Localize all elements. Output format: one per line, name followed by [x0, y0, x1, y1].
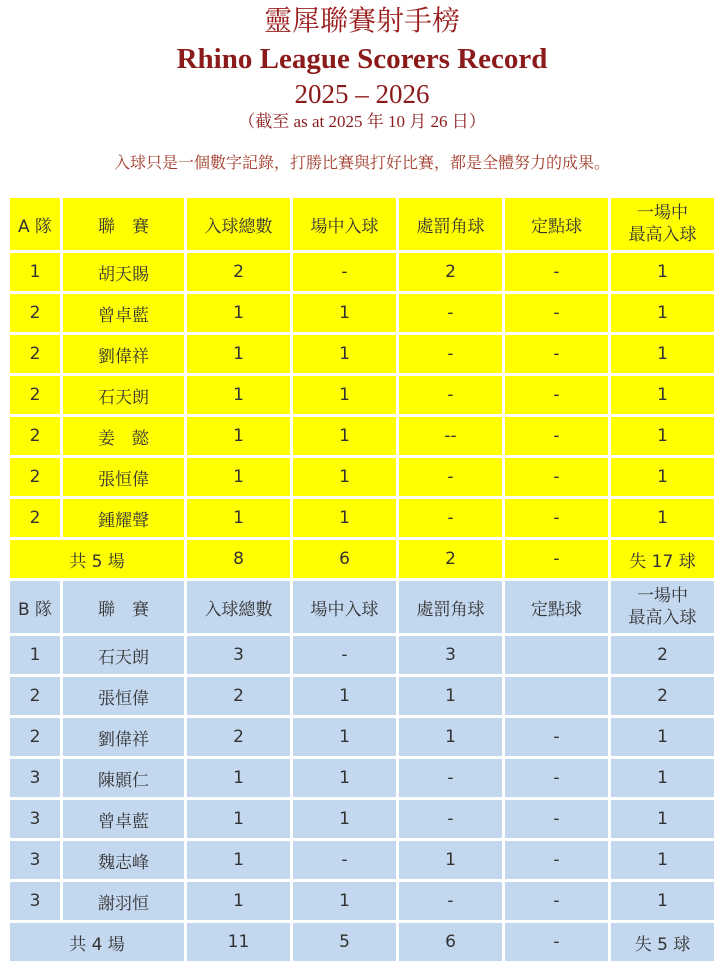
penalty-stroke-cell: - [505, 718, 608, 756]
total-goals-cell: 1 [187, 458, 290, 496]
player-name-cell: 曾卓藍 [63, 294, 184, 332]
player-name-cell: 曾卓藍 [63, 800, 184, 838]
max-goals-cell: 2 [611, 677, 714, 715]
player-name-cell: 張恒偉 [63, 458, 184, 496]
open-play-cell: 1 [293, 800, 396, 838]
season-label: 2025 – 2026 [294, 79, 430, 109]
team-b-label: B 隊 [10, 581, 60, 633]
penalty-stroke-cell [505, 677, 608, 715]
player-name-cell: 劉偉祥 [63, 335, 184, 373]
open-play-cell: 1 [293, 499, 396, 537]
penalty-stroke-cell: - [505, 841, 608, 879]
max-goals-cell: 1 [611, 882, 714, 920]
rank-cell: 2 [10, 376, 60, 414]
penalty-stroke-cell: - [505, 882, 608, 920]
penalty-corner-cell: -- [399, 417, 502, 455]
player-name-cell: 胡天賜 [63, 253, 184, 291]
penalty-stroke-cell: - [505, 294, 608, 332]
rank-cell: 2 [10, 499, 60, 537]
total-goals-header: 入球總數 [187, 581, 290, 633]
total-goals-cell: 2 [187, 718, 290, 756]
penalty-corner-cell: - [399, 800, 502, 838]
penalty-stroke-sum-cell: - [505, 923, 608, 961]
penalty-corner-cell: - [399, 458, 502, 496]
motto-text: 入球只是一個數字記錄，打勝比賽與打好比賽，都是全體努力的成果。 [113, 153, 610, 172]
penalty-stroke-cell: - [505, 458, 608, 496]
total-goals-cell: 1 [187, 376, 290, 414]
table-row [10, 294, 714, 332]
open-play-cell: - [293, 253, 396, 291]
max-goals-cell: 1 [611, 718, 714, 756]
open-play-cell: 1 [293, 376, 396, 414]
matches-played-cell: 共 5 場 [10, 540, 184, 578]
penalty-stroke-header: 定點球 [505, 581, 608, 633]
max-goals-header [611, 581, 714, 633]
penalty-corner-cell: 1 [399, 718, 502, 756]
penalty-stroke-cell: - [505, 800, 608, 838]
penalty-stroke-cell: - [505, 499, 608, 537]
penalty-corner-cell: 1 [399, 677, 502, 715]
table-row [10, 376, 714, 414]
table-row [10, 800, 714, 838]
penalty-stroke-cell: - [505, 759, 608, 797]
open-play-header: 場中入球 [293, 198, 396, 250]
rank-cell: 3 [10, 759, 60, 797]
league-header: 聯 賽 [63, 581, 184, 633]
max-goals-cell: 1 [611, 253, 714, 291]
league-header: 聯 賽 [63, 198, 184, 250]
penalty-corner-cell: - [399, 335, 502, 373]
team-b-header-row [10, 581, 714, 633]
player-name-cell: 謝羽恒 [63, 882, 184, 920]
total-goals-header: 入球總數 [187, 198, 290, 250]
max-goals-header-line1: 一場中 [637, 586, 688, 606]
team-b-total-row [10, 923, 714, 961]
rank-cell: 3 [10, 882, 60, 920]
team-a-header-row [10, 198, 714, 250]
max-goals-cell: 1 [611, 499, 714, 537]
penalty-stroke-cell: - [505, 253, 608, 291]
player-name-cell: 魏志峰 [63, 841, 184, 879]
penalty-corner-cell: 3 [399, 636, 502, 674]
rank-cell: 1 [10, 636, 60, 674]
player-name-cell: 劉偉祥 [63, 718, 184, 756]
team-b-section [10, 581, 714, 961]
open-play-header: 場中入球 [293, 581, 396, 633]
rank-cell: 2 [10, 458, 60, 496]
total-goals-cell: 2 [187, 253, 290, 291]
total-goals-cell: 1 [187, 294, 290, 332]
total-goals-cell: 1 [187, 841, 290, 879]
penalty-corner-header: 處罰角球 [399, 198, 502, 250]
penalty-corner-header: 處罰角球 [399, 581, 502, 633]
table-row [10, 759, 714, 797]
open-play-cell: 1 [293, 335, 396, 373]
open-play-cell: 1 [293, 882, 396, 920]
total-goals-cell: 1 [187, 800, 290, 838]
team-a-total-row [10, 540, 714, 578]
penalty-stroke-header: 定點球 [505, 198, 608, 250]
open-play-cell: 1 [293, 417, 396, 455]
rank-cell: 2 [10, 718, 60, 756]
player-name-cell: 石天朗 [63, 376, 184, 414]
total-goals-cell: 2 [187, 677, 290, 715]
penalty-stroke-cell: - [505, 417, 608, 455]
title-english: Rhino League Scorers Record [176, 43, 548, 75]
penalty-corner-cell: - [399, 759, 502, 797]
table-row [10, 335, 714, 373]
max-goals-header-line2: 最高入球 [628, 608, 697, 628]
rank-cell: 2 [10, 335, 60, 373]
player-name-cell: 鍾耀聲 [63, 499, 184, 537]
rank-cell: 3 [10, 841, 60, 879]
rank-cell: 2 [10, 417, 60, 455]
max-goals-header-line1: 一場中 [637, 203, 688, 223]
open-play-cell: 1 [293, 458, 396, 496]
rank-cell: 2 [10, 294, 60, 332]
table-row [10, 718, 714, 756]
total-goals-cell: 1 [187, 417, 290, 455]
max-goals-cell: 1 [611, 335, 714, 373]
player-name-cell: 張恒偉 [63, 677, 184, 715]
max-goals-cell: 2 [611, 636, 714, 674]
title-chinese: 靈犀聯賽射手榜 [263, 4, 460, 37]
matches-played-cell: 共 4 場 [10, 923, 184, 961]
rank-cell: 2 [10, 677, 60, 715]
player-name-cell: 姜 懿 [63, 417, 184, 455]
open-play-cell: 1 [293, 294, 396, 332]
team-a-label: A 隊 [10, 198, 60, 250]
open-play-cell: 1 [293, 759, 396, 797]
penalty-stroke-sum-cell: - [505, 540, 608, 578]
open-play-cell: 1 [293, 718, 396, 756]
table-row [10, 677, 714, 715]
penalty-corner-cell: - [399, 882, 502, 920]
penalty-corner-cell: 1 [399, 841, 502, 879]
max-goals-cell: 1 [611, 759, 714, 797]
table-row [10, 458, 714, 496]
table-row [10, 253, 714, 291]
total-goals-sum-cell: 11 [187, 923, 290, 961]
player-name-cell: 陳顥仁 [63, 759, 184, 797]
player-name-cell: 石天朗 [63, 636, 184, 674]
goals-conceded-cell: 失 17 球 [611, 540, 714, 578]
table-row [10, 417, 714, 455]
open-play-cell: - [293, 636, 396, 674]
penalty-corner-cell: - [399, 376, 502, 414]
penalty-stroke-cell: - [505, 335, 608, 373]
penalty-corner-cell: - [399, 294, 502, 332]
rank-cell: 1 [10, 253, 60, 291]
as-of-date: （截至 as at 2025 年 10 月 26 日） [238, 112, 486, 131]
max-goals-cell: 1 [611, 417, 714, 455]
total-goals-sum-cell: 8 [187, 540, 290, 578]
total-goals-cell: 3 [187, 636, 290, 674]
penalty-stroke-cell: - [505, 376, 608, 414]
max-goals-cell: 1 [611, 800, 714, 838]
table-row [10, 841, 714, 879]
table-row [10, 499, 714, 537]
open-play-sum-cell: 5 [293, 923, 396, 961]
penalty-stroke-cell [505, 636, 608, 674]
penalty-corner-cell: 2 [399, 253, 502, 291]
open-play-cell: 1 [293, 677, 396, 715]
scorers-table [7, 195, 717, 964]
team-a-section [10, 198, 714, 578]
max-goals-cell: 1 [611, 458, 714, 496]
max-goals-header-line2: 最高入球 [628, 225, 697, 245]
open-play-cell: - [293, 841, 396, 879]
table-row [10, 636, 714, 674]
max-goals-header [611, 198, 714, 250]
penalty-corner-sum-cell: 6 [399, 923, 502, 961]
max-goals-cell: 1 [611, 841, 714, 879]
total-goals-cell: 1 [187, 335, 290, 373]
max-goals-cell: 1 [611, 294, 714, 332]
total-goals-cell: 1 [187, 499, 290, 537]
max-goals-cell: 1 [611, 376, 714, 414]
total-goals-cell: 1 [187, 882, 290, 920]
penalty-corner-cell: - [399, 499, 502, 537]
total-goals-cell: 1 [187, 759, 290, 797]
penalty-corner-sum-cell: 2 [399, 540, 502, 578]
open-play-sum-cell: 6 [293, 540, 396, 578]
rank-cell: 3 [10, 800, 60, 838]
table-row [10, 882, 714, 920]
goals-conceded-cell: 失 5 球 [611, 923, 714, 961]
